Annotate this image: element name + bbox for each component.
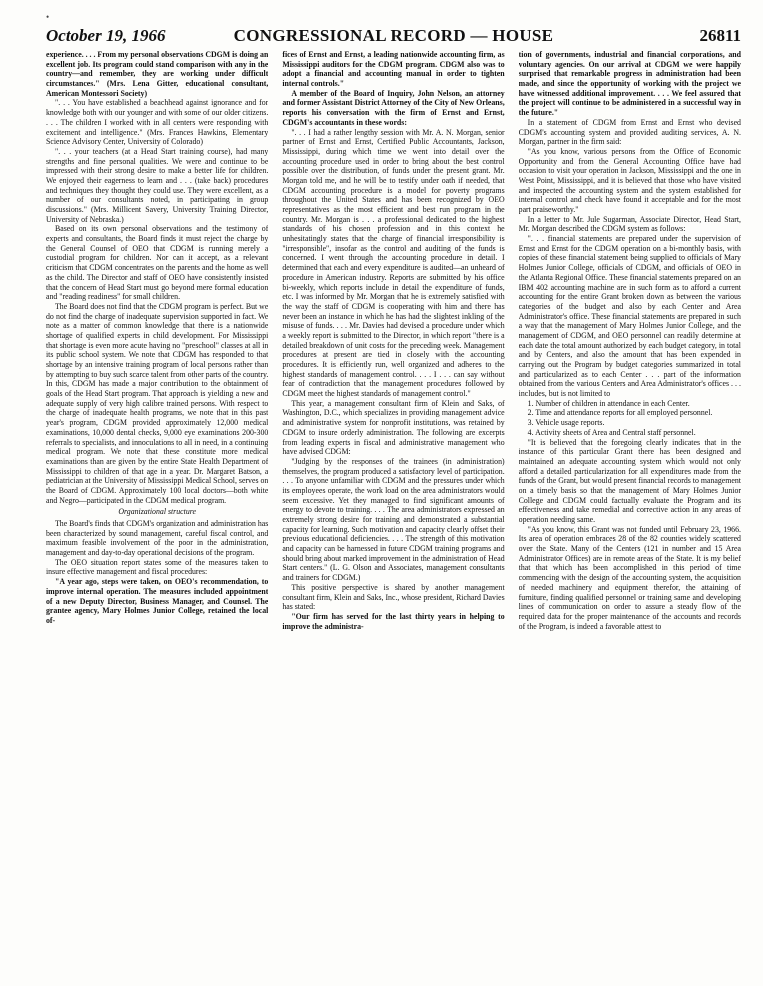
text-columns: [46, 50, 741, 980]
paragraph: 1. Number of children in attendance in each Center.: [527, 398, 690, 408]
header-page-number: 26811: [699, 26, 741, 45]
paragraph: A member of the Board of Inquiry, John Nelson, an attorney and former Assistant District Attorney of the City of New Orleans, reports his conversation with the firm of Ernst and Ernst, CDGM's accountants in these words:: [282, 88, 505, 127]
paragraph: "It is believed that the foregoing clearly indicates that in the instance of this particular Grant there has been designed and maintained an adequate accounting system which would not only afford a detailed particularization for all expenditures made from the funds of the Grant, but would present financial records to management on a timely basis so that the management of Mary Holmes Junior College and CDGM could factually evaluate the Program and its effectiveness and take remedial and corrective action in any areas of operation needing same.: [518, 437, 741, 524]
paragraph: The Board does not find that the CDGM program is perfect. But we do not find the charge of inadequate supervision supported in fact. We note as a matter of common knowledge that there is a nationwide shortage of qualified experts in child development. For Mississippi that shortage is even more acute having no "preschool" classes at all in its public school system. We note that CDGM has responded to that shortage by an intensive training program of local persons rather than by attempting to buy such scarce talent from other parts of the country. In this, CDGM has made a major contribution to the obtainment of goals of the Head Start program. That approach is yielding a new and adequate supply of very high calibre trained persons. With respect to the charge of inadequate health programs, we note that in this past year's program, CDGM provided approximately 12,000 medical examinations, 10,000 dental checks, 9,000 eye examinations 200-300 referrals to specialists, and innoculations to all in need, in a continuing medical program. We note that these constitute more medical examinations than are given by the entire State Health Department of Mississippi to children of that age in a year. Dr. Margaret Batson, a pediatrician at the University of Mississippi Medical School, serves on the Board of CDGM. Approximately 100 local doctors—both white and Negro—participated in the CDGM medical program.: [46, 301, 269, 505]
paragraph: ". . . your teachers (at a Head Start training course), had many strengths and fine personal qualities. We were and continue to be impressed with their strong desire to make a better life for children. We enjoyed their eagerness to learn and . . . (take back) procedures and techniques they thought they could use. They were excellent, as a number of our consultants noted, in participating in group discussions." (Mrs. Millicent Savery, University Training Director, University of Nebraska.): [46, 146, 269, 224]
paragraph: In a statement of CDGM from Ernst and Ernst who devised CDGM's accounting system and provided auditing services, A. N. Morgan, partner in the firm said:: [518, 117, 741, 147]
paragraph: "As you know, this Grant was not funded until February 23, 1966. Its area of operation embraces 28 of the 82 counties widely scattered over the State. Many of the Centers (121 in number and 15 Area Administrator Offices) are in remote areas of the State. It is my belief that that which has been accomplished in this period of time commencing with the design of the accounting system, the acquisition of needed machinery and equipment therefor, the attaining of furniture, finding qualified personnel or training same and developing lines of communication on order to assure a steady flow of the required data for the proper maintenance of the accounts and records of the Program, is indeed a favorable attest to: [518, 524, 741, 631]
paragraph: ". . . financial statements are prepared under the supervision of Ernst and Ernst for the CDGM operation on a bi-monthly basis, with copies of these financial statement being supplied to officials of Mary Holmes Junior College, officials of CDGM, and officials of OEO in the Atlanta Regional Office. These financial statements prepared on an IBM 402 accounting machine are in such form as to afford a current accounting for the entire Grant broken down as between the various categories of the budget and also by each Center and Area Administrator's office. These financial statements are prepared in such a way that the management of Mary Holmes Junior College, and the management of CDGM, and OEO personnel can readily determine at each date the total amount authorized by each budget category, in total and by Centers, and also the amount that has been expended in carrying out the Program by budget categories summarized in total and particularized as to each Center . . . part of the information obtained from the various Centers and Area Administrator's offices . . . includes, but is not limited to: [518, 234, 741, 399]
paragraph: experience. . . . From my personal observations CDGM is doing an excellent job. Its program could stand comparison with any in the country—and remember, they are working under difficult circumstances." (Mrs. Lena Gitter, educational consultant, American Montessori Society): [46, 50, 269, 98]
paragraph: 3. Vehicle usage reports.: [527, 418, 605, 428]
paragraph: Based on its own personal observations and the testimony of experts and consultants, the Board finds it must reject the charge by the General Counsel of OEO that CDGM is running merely a custodial program for children. Nor can it accept, as a relevant criticism that CDGM concentrates on the parents and the home as well as the child. The Director and staff of OEO have consistently insisted that the concern of Head Start must go beyond mere formal education and "reading readiness" for small children.: [46, 224, 269, 302]
scan-mark: •: [46, 12, 50, 22]
paragraph: The OEO situation report states some of the measures taken to insure effective management and fiscal procedures:: [46, 557, 269, 577]
paragraph: The Board's finds that CDGM's organization and administration has been characterized by sound management, careful fiscal control, and maximum feasible involvement of the poor in the administration, management and day-to-day operational decisions of the program.: [46, 519, 269, 558]
paragraph: tion of governments, industrial and financial corporations, and voluntary agencies. On our arrival at CDGM we were happily surprised that remarkable progress in administration had been made, and since the opportunity of working with the project we have witnessed additional improvement. . . . We feel assured that the project will continue to be administered in a successful way in the future.": [518, 50, 741, 118]
paragraph: This year, a management consultant firm of Klein and Saks, of Washington, D.C., which specializes in providing management advice and administrative system for nonprofit institutions, was retained by CDGM to insure orderly administration. The following are excerpts from leading experts in fiscal and administrative management who have advised CDGM:: [282, 398, 505, 457]
page-header: [46, 26, 741, 48]
paragraph: ". . . I had a rather lengthy session with Mr. A. N. Morgan, senior partner of Ernst and Ernst, Certified Public Accountants, Jackson, Mississippi, during which time we went into detail over the accounting procedure used in order to bring about the best control possible over the distribution, of funds under the present grant. Mr. Morgan told me, and he will be to testify under oath if needed, that CDGM accounting procedure is a model for poverty programs throughout the United States and has been recognized by OEO representatives as the most efficient and best run program in the country. Mr. Morgan is . . . a professional dedicated to the highest standards of his chosen profession and in this context he unhesitatingly states that the charge of financial irresponsibility is "irresponsible", insofar as the control and auditing of the funds is concerned. I went through the accounting procedure in detail. I determined that each and every expenditure is audited—an unheard of procedure in American industry. Reports are submitted by his office bi-weekly, which reports include in detail the expenditure of funds, etc. I was informed by Mr. Morgan that he is extremely satisfied with the way the staff of CDGM is cooperating with him and there has never been an instance in which he has had the slightest inkling of the misuse of funds. . . . Mr. Davies had devised a procedure under which a weekly report is submitted to the Director, in which report "there is a detailed breakdown of unit costs for the preceding week. Management procedures at present are tied in closely with the accounting procedures. It is efficiently run, well organized and adheres to the highest standards of management control. . . . I . . . can say without fear of contradiction that the management procedures followed by CDGM meet the highest standards of management control.": [282, 127, 505, 399]
section-heading: Organizational structure: [118, 507, 196, 517]
paragraph: ". . . You have established a beachhead against ignorance and for knowledge both with our younger and with some of our older citizens. . . . The children I worked with in all centers were responding with excitement and intelligence." (Mrs. Frances Hawkins, Elementary Science Advisory Center, University of Colorado): [46, 98, 269, 147]
paragraph: 4. Activity sheets of Area and Central staff personnel.: [527, 427, 696, 437]
paragraph: 2. Time and attendance reports for all employed personnel.: [527, 408, 713, 418]
paragraph: In a letter to Mr. Jule Sugarman, Associate Director, Head Start, Mr. Morgan described the CDGM system as follows:: [518, 214, 741, 234]
paragraph: "As you know, various persons from the Office of Economic Opportunity and from the General Accounting Office have had occasion to visit your operation in Jackson, Mississippi and the one in West Point, Mississippi, and it is believed that those who have visited and inspected the accounting system and the system established for internal control and check have found it acceptable and for the most part praiseworthy.": [518, 146, 741, 214]
column-2: [282, 50, 504, 980]
paragraph: This positive perspective is shared by another management consultant firm, Klein and Saks, Inc., whose president, Richard Davies has stated:: [282, 582, 505, 612]
paragraph: "A year ago, steps were taken, on OEO's recommendation, to improve internal operation. The measures included appointment of a new Deputy Director, Business Manager, and Counsel. The grantee agency, Mary Holmes Junior College, retained the local of-: [46, 577, 269, 625]
paragraph: "Our firm has served for the last thirty years in helping to improve the administra-: [282, 611, 505, 631]
header-title: CONGRESSIONAL RECORD — HOUSE: [233, 26, 554, 45]
column-3: [519, 50, 741, 980]
column-1: [46, 50, 268, 980]
paragraph: fices of Ernst and Ernst, a leading nationwide accounting firm, as Mississippi auditors for the CDGM program. CDGM also was to adopt a financial and accounting manual in order to tighten internal controls.": [282, 50, 505, 89]
header-date: October 19, 1966: [46, 26, 166, 45]
paragraph: "Judging by the responses of the trainees (in administration) themselves, the program produced a satisfactory level of participation. . . . To anyone unfamiliar with CDGM and the pressures under which its employees operate, the work load on the area administrators would seem excessive. Yet they managed to find significant amounts of energy to devote to training. . . . The area administrators expressed an extremely strong desire for training and demonstrated a substantial capacity for learning. Such motivation and capacity clearly offset their previous educational deficiencies. . . . The strength of this motivation and capacity can be harnessed in future CDGM training programs and should bring about marked improvement in the administration of Head Start centers." (L. G. Olson and Associates, management consultants and trainers for CDGM.): [282, 456, 505, 583]
